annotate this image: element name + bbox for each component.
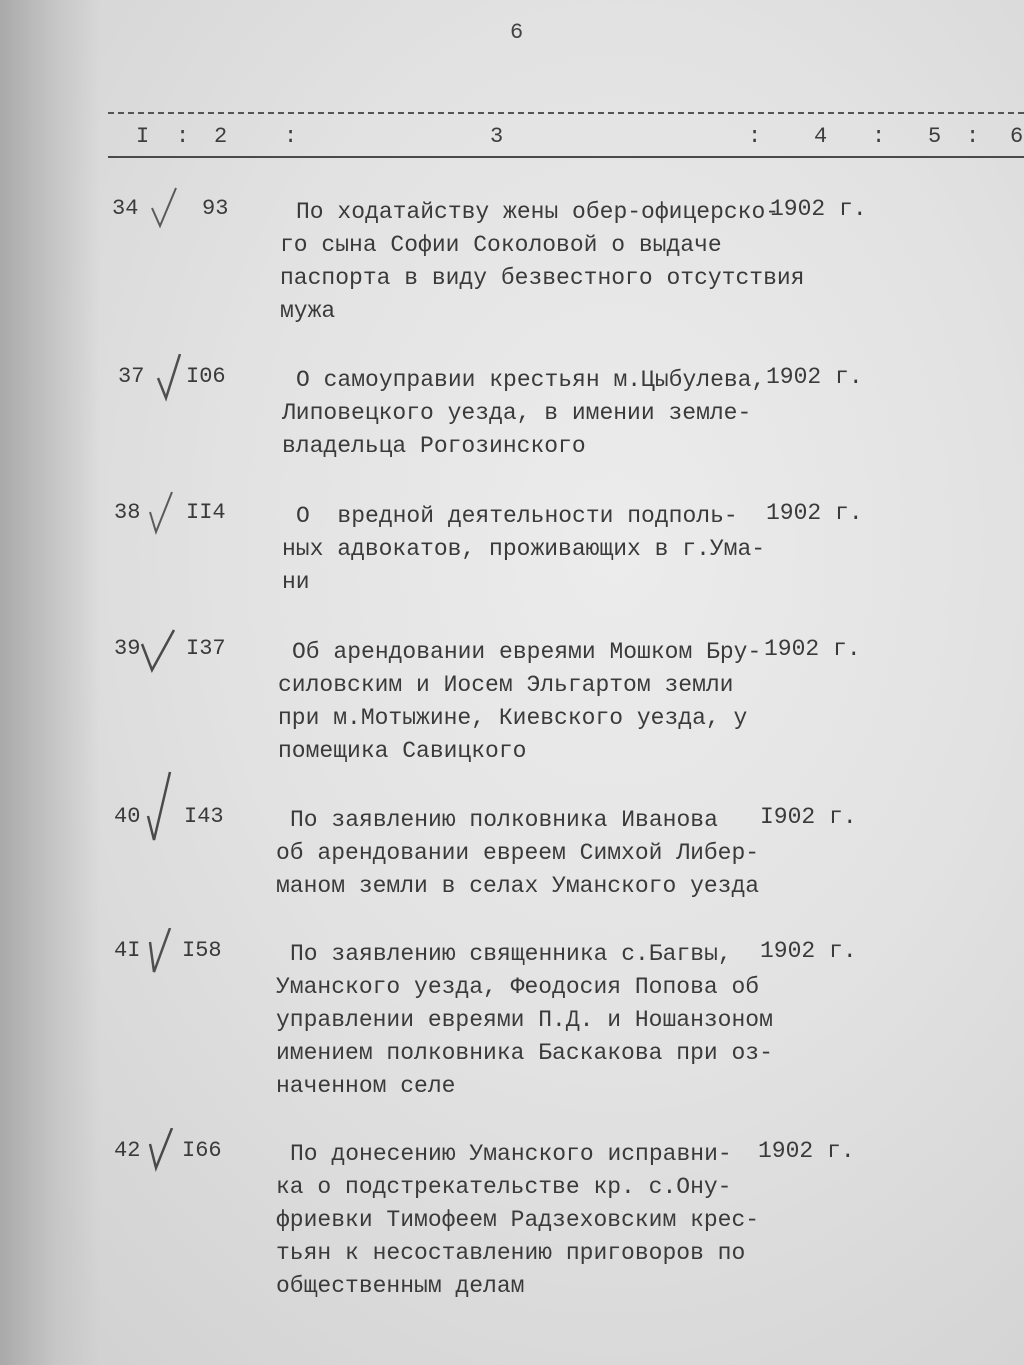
description-line: имением полковника Баскакова при оз- xyxy=(276,1040,773,1066)
check-mark-icon xyxy=(146,1128,180,1180)
entry-year: 1902 г. xyxy=(770,196,867,222)
description-line: помещика Савицкого xyxy=(278,738,527,764)
sheet-number: II4 xyxy=(186,500,226,525)
entry-description xyxy=(282,500,816,599)
entry-description xyxy=(278,636,812,768)
column-header-6: 6 xyxy=(1010,124,1024,149)
description-line: По донесению Уманского исправни- xyxy=(290,1141,732,1167)
entry-year: 1902 г. xyxy=(764,636,861,662)
sheet-number: 93 xyxy=(202,196,229,221)
description-line: го сына Софии Соколовой о выдаче xyxy=(280,232,722,258)
entry-number: 4I xyxy=(114,938,141,963)
check-mark-icon xyxy=(144,928,178,980)
entry-year: 1902 г. xyxy=(758,1138,855,1164)
description-line: силовским и Иосем Эльгартом земли xyxy=(278,672,734,698)
entry-number: 38 xyxy=(114,500,141,525)
sheet-number: I43 xyxy=(184,804,224,829)
entry-year: I902 г. xyxy=(760,804,857,830)
description-line: наченном селе xyxy=(276,1073,456,1099)
description-line: фриевки Тимофеем Радзеховским крес- xyxy=(276,1207,760,1233)
entry-description xyxy=(282,364,816,463)
description-line: ни xyxy=(282,569,310,595)
column-header-5: 5 xyxy=(928,124,942,149)
check-mark-icon xyxy=(140,626,180,678)
description-line: О самоуправии крестьян м.Цыбулева, xyxy=(296,367,766,393)
column-header-4: 4 xyxy=(814,124,828,149)
description-line: владельца Рогозинского xyxy=(282,433,586,459)
description-line: ка о подстрекательстве кр. с.Ону- xyxy=(276,1174,732,1200)
check-mark-icon xyxy=(144,770,180,846)
description-line: По ходатайству жены обер-офицерско- xyxy=(296,199,780,225)
entry-description xyxy=(276,804,810,903)
entry-number: 37 xyxy=(118,364,145,389)
description-line: Об арендовании евреями Мошком Бру- xyxy=(292,639,762,665)
column-header-2: 2 xyxy=(214,124,228,149)
entry-description xyxy=(276,938,810,1103)
entry-number: 40 xyxy=(114,804,141,829)
page-number: 6 xyxy=(510,20,524,45)
header-rule-top xyxy=(108,112,1024,114)
description-line: тьян к несоставлению приговоров по xyxy=(276,1240,746,1266)
description-line: Липовецкого уезда, в имении земле- xyxy=(282,400,752,426)
column-separator: : xyxy=(176,124,190,149)
column-separator: : xyxy=(748,124,762,149)
description-line: По заявлению полковника Иванова xyxy=(290,807,718,833)
binding-shadow xyxy=(0,0,100,1365)
entry-year: 1902 г. xyxy=(766,364,863,390)
description-line: О вредной деятельности подполь- xyxy=(296,503,738,529)
sheet-number: I37 xyxy=(186,636,226,661)
entry-description xyxy=(276,1138,810,1303)
entry-year: 1902 г. xyxy=(766,500,863,526)
description-line: паспорта в виду безвестного отсутствия xyxy=(280,265,805,291)
column-separator: : xyxy=(872,124,886,149)
description-line: мужа xyxy=(280,298,336,324)
description-line: управлении евреями П.Д. и Ношанзоном xyxy=(276,1007,773,1033)
entry-description xyxy=(280,196,816,328)
description-line: маном земли в селах Уманского уезда xyxy=(276,873,760,899)
header-rule-bottom xyxy=(108,156,1024,158)
column-separator: : xyxy=(966,124,980,149)
description-line: об арендовании евреем Симхой Либер- xyxy=(276,840,760,866)
description-line: при м.Мотыжине, Киевского уезда, у xyxy=(278,705,748,731)
sheet-number: I66 xyxy=(182,1138,222,1163)
description-line: ных адвокатов, проживающих в г.Ума- xyxy=(282,536,766,562)
entry-number: 42 xyxy=(114,1138,141,1163)
description-line: общественным делам xyxy=(276,1273,525,1299)
entry-number: 39 xyxy=(114,636,141,661)
entry-number: 34 xyxy=(112,196,139,221)
column-separator: : xyxy=(284,124,298,149)
entry-year: 1902 г. xyxy=(760,938,857,964)
column-header-1: I xyxy=(136,124,150,149)
description-line: По заявлению священника с.Багвы, xyxy=(290,941,732,967)
column-header-3: 3 xyxy=(490,124,504,149)
description-line: Уманского уезда, Феодосия Попова об xyxy=(276,974,760,1000)
sheet-number: I06 xyxy=(186,364,226,389)
check-mark-icon xyxy=(148,186,184,234)
sheet-number: I58 xyxy=(182,938,222,963)
check-mark-icon xyxy=(154,354,190,402)
check-mark-icon xyxy=(146,490,182,538)
